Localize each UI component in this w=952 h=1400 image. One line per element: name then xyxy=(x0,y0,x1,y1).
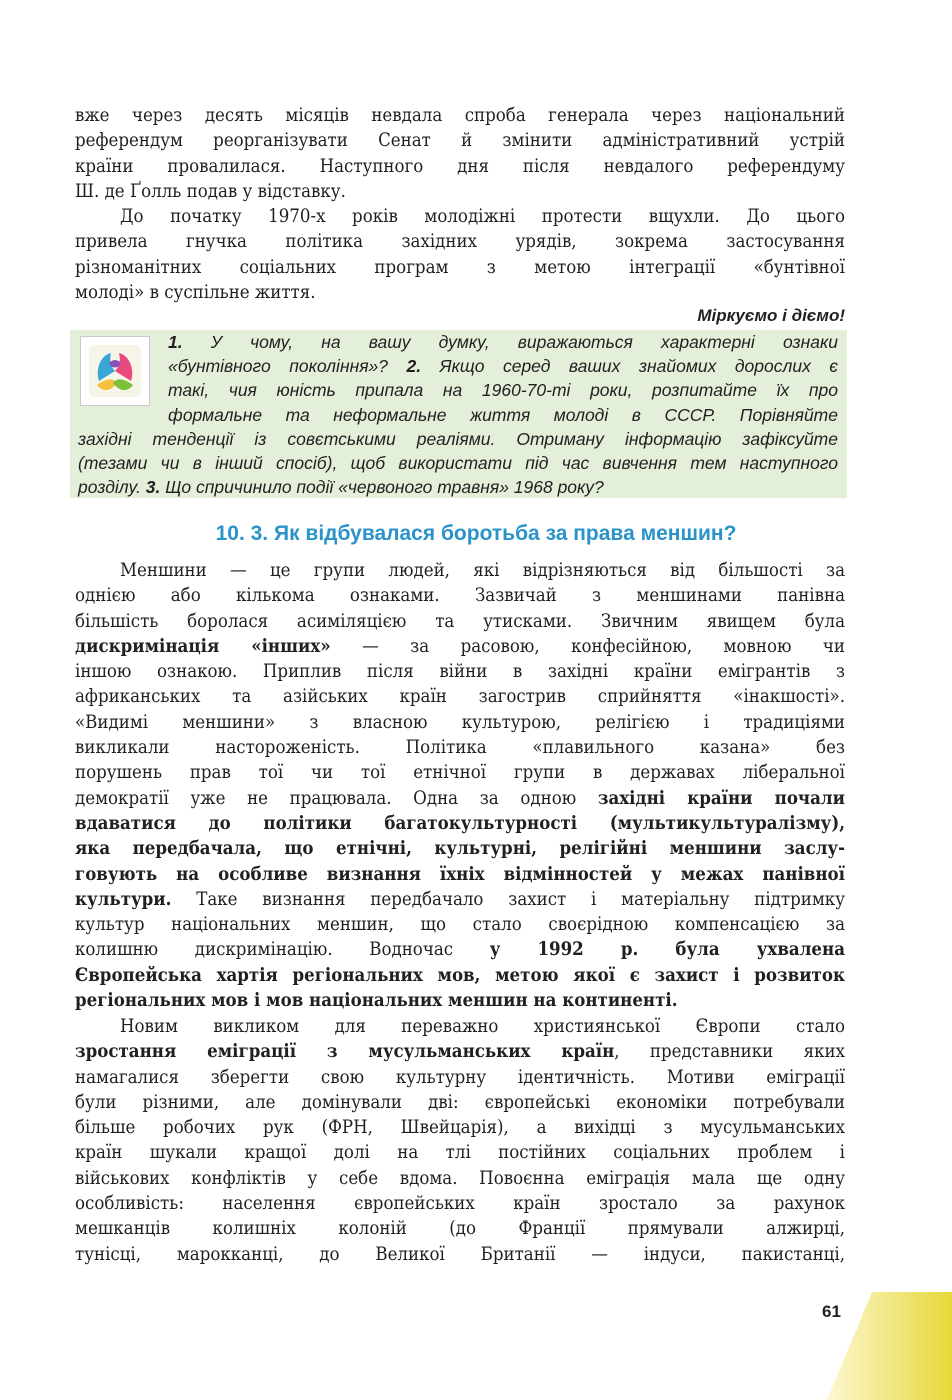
text-run: 1. xyxy=(168,332,183,352)
text-line xyxy=(75,786,845,811)
text-line xyxy=(75,811,845,836)
text-run: африканських та азійських країн загострив сприйняття «інакшості». xyxy=(75,686,845,708)
text-run: яка передбачала, що етнічні, культурні, релігійні меншини заслу- xyxy=(75,838,845,860)
text-line: Ш. де Ґолль подав у відставку. xyxy=(75,180,346,202)
text-run: країн шукали кращої долі на тлі постійних соціальних проблем і xyxy=(75,1142,845,1164)
text-run: демократії уже не працювала. Одна за одною xyxy=(75,787,598,809)
text-run: тунісці, марокканці, до Великої Британії — індуси, пакистанці, xyxy=(75,1243,845,1265)
paragraph-protests xyxy=(75,204,845,305)
page-corner-decoration xyxy=(752,1292,952,1400)
text-line xyxy=(75,634,845,659)
think-line xyxy=(70,427,838,451)
text-run: 3. xyxy=(145,477,161,498)
text-line: вже через десять місяців невдала спроба генерала через національний xyxy=(75,105,845,126)
think-line xyxy=(70,403,838,427)
text-line xyxy=(75,1039,845,1064)
text-line xyxy=(75,836,845,861)
hands-icon xyxy=(80,336,150,406)
text-line xyxy=(75,1014,845,1039)
text-line xyxy=(75,1191,845,1216)
text-run: особливість: населення європейських країн зростало за рахунок xyxy=(75,1193,845,1215)
text-run: , представники яких xyxy=(614,1041,845,1063)
text-line xyxy=(75,887,845,912)
paragraph-emigration xyxy=(75,1014,845,1267)
text-run: — за расовою, конфесійною, мовною чи xyxy=(330,635,846,657)
text-line xyxy=(75,583,845,608)
text-line xyxy=(75,1140,845,1165)
text-line: До початку 1970-х років молодіжні протести вщухли. До цього xyxy=(120,206,845,228)
text-run: західні тенденції із совєтськими реаліями. Отриману інформацію зафіксуйте xyxy=(78,428,838,449)
text-run: «Видимі меншини» з власною культурою, релігією і традиціями xyxy=(75,711,845,733)
text-run: такі, чия юність припала на 1960-70-ті роки, розпитайте їх про xyxy=(168,380,838,401)
text-run: культури. xyxy=(75,888,172,910)
text-run: культур національних меншин, що стало своєрідною компенсацією за xyxy=(75,914,845,936)
text-line xyxy=(75,735,845,760)
text-run: західні країни почали xyxy=(597,787,845,809)
text-line xyxy=(75,659,845,684)
paragraph-continuation xyxy=(75,103,845,204)
text-line xyxy=(75,558,845,583)
text-run: були різними, але домінували дві: європейські економіки потребували xyxy=(75,1091,845,1113)
text-run: однією або кількома ознаками. Зазвичай з меншинами панівна xyxy=(75,585,845,607)
think-line xyxy=(70,451,838,475)
text-line xyxy=(75,988,845,1013)
text-run: Меншини — це групи людей, які відрізняються від більшості за xyxy=(120,560,845,581)
text-run: Якщо серед ваших знайомих дорослих є xyxy=(421,356,839,377)
text-run: Новим викликом для переважно християнської Європи стало xyxy=(120,1016,845,1037)
text-line xyxy=(75,912,845,937)
text-run: Що спричинило події «червоного травня» 1968 року? xyxy=(160,477,604,498)
paragraph-minorities xyxy=(75,558,845,1013)
text-line xyxy=(75,1090,845,1115)
text-line xyxy=(75,1242,845,1267)
text-run: іншою ознакою. Приплив після війни в західні країни емігрантів з xyxy=(75,661,845,683)
think-line xyxy=(70,354,838,378)
text-line xyxy=(75,684,845,709)
text-run: 2. xyxy=(406,356,422,377)
text-run: вдаватися до політики багатокультурності (мультикультуралізму), xyxy=(75,812,845,834)
text-run: порушень прав тої чи тої етнічної групи в державах ліберальної xyxy=(75,762,845,784)
think-line xyxy=(70,378,838,402)
text-line xyxy=(75,1065,845,1090)
text-run: «бунтівного покоління»? xyxy=(168,356,407,377)
page-number: 61 xyxy=(822,1302,841,1321)
text-line xyxy=(75,937,845,962)
text-line xyxy=(75,760,845,785)
text-line: різноманітних соціальних програм з метою інтеграції «бунтівної xyxy=(75,256,845,278)
text-run: У чому, на вашу думку, виражаються характерні ознаки xyxy=(182,332,838,352)
text-run: викликали настороженість. Політика «плавильного казана» без xyxy=(75,737,845,759)
text-line xyxy=(75,1115,845,1140)
text-run: намагалися зберегти свою культурну ідентичність. Мотиви еміграції xyxy=(75,1066,845,1088)
text-run: формальне та неформальне життя молоді в СССР. Порівняйте xyxy=(168,404,838,425)
think-line xyxy=(70,330,838,354)
text-line xyxy=(75,862,845,887)
text-line xyxy=(75,963,845,988)
text-line: молоді» в суспільне життя. xyxy=(75,282,316,304)
think-line xyxy=(70,475,838,499)
think-and-act-heading: Міркуємо і діємо! xyxy=(697,306,845,325)
text-run: (тезами чи в інший спосіб), щоб використати під час вивчення тем наступного xyxy=(78,452,838,473)
section-heading: 10. 3. Як відбувалася боротьба за права меншин? xyxy=(215,522,737,545)
text-run: регіональних мов і мов національних меншин на континенті. xyxy=(75,990,678,1012)
text-run: більше робочих рук (ФРН, Швейцарія), а вихідці з мусульманських xyxy=(75,1117,845,1139)
text-run: зростання еміграції з мусульманських країн xyxy=(75,1041,615,1063)
text-line xyxy=(75,609,845,634)
text-run: Таке визнання передбачало захист і матеріальну підтримку xyxy=(171,888,845,910)
text-run: дискримінація «інших» xyxy=(75,635,331,657)
text-line xyxy=(75,1166,845,1191)
text-line xyxy=(75,710,845,735)
text-line xyxy=(75,1216,845,1241)
text-run: колишню дискримінацію. Водночас xyxy=(75,939,490,961)
text-run: у 1992 р. була ухвалена xyxy=(489,939,845,961)
think-and-act-text xyxy=(70,330,838,499)
text-run: військових конфліктів у себе вдома. Повоєнна еміграція мала ще одну xyxy=(75,1167,845,1189)
text-run: більшість боролася асиміляцією та утисками. Звичним явищем була xyxy=(75,610,845,632)
text-run: мешканців колишніх колоній (до Франції прямували алжирці, xyxy=(75,1218,845,1240)
text-run: Європейська хартія регіональних мов, метою якої є захист і розвиток xyxy=(75,964,845,986)
text-line: привела гнучка політика західних урядів, зокрема застосування xyxy=(75,231,845,253)
text-line: країни провалилася. Наступного дня після невдалого референдуму xyxy=(75,155,845,177)
text-run: розділу. xyxy=(78,477,146,498)
text-run: говують на особливе визнання їхніх відмінностей у межах панівної xyxy=(75,863,845,885)
text-line: референдум реорганізувати Сенат й змінити адміністративний устрій xyxy=(75,130,845,152)
think-and-act-box xyxy=(70,330,847,498)
